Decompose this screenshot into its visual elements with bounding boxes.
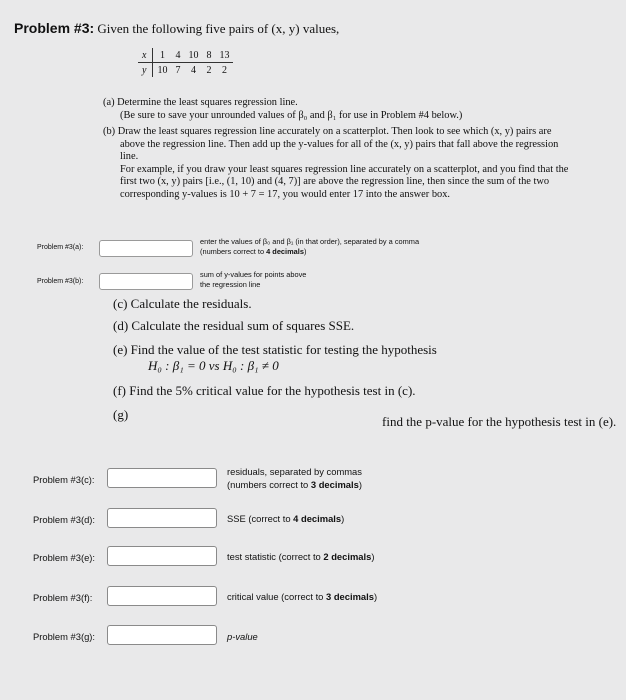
x-value: 10 [184,48,202,63]
answer-input-3e[interactable] [107,546,217,566]
part-b-line: (b) Draw the least squares regression line accurately on a scatterplot. Then look to see which (x, y) pairs are [103,126,552,137]
problem-title [14,20,339,37]
question-g: (g) [113,407,129,422]
part-a-text [103,97,603,122]
x-value: 13 [215,48,233,63]
hypothesis: H₀ : β₁ = 0 vs H₀ : β₁ ≠ 0 [148,358,279,373]
answer-label-3f: Problem #3(f): [33,592,93,603]
hint-line: (numbers correct to 3 decimals) [227,479,362,490]
answer-hint-3g: p-value [227,631,258,642]
problem-intro: Given the following five pairs of (x, y) values, [97,21,340,36]
answer-hint-3f: critical value (correct to 3 decimals) [227,591,378,602]
problem-label: Problem #3: [14,20,95,36]
x-value: 4 [171,48,184,63]
question-c: (c) Calculate the residuals. [113,296,252,311]
part-b-line: first two (x, y) pairs [i.e., (1, 10) and (4, 7)] are above the regression line, then since the sum of the two [120,176,550,187]
y-row [138,63,233,78]
hint-line: (numbers correct to 4 decimals) [200,247,307,256]
y-value: 7 [175,64,181,76]
x-value: 1 [153,48,172,63]
y-header: y [138,63,153,78]
question-f: (f) Find the 5% critical value for the hypothesis test in (c). [113,383,416,398]
answer-input-3b[interactable] [99,273,193,290]
y-value: 2 [221,64,227,76]
question-g-text: find the p-value for the hypothesis test in (e). [382,414,617,429]
answer-input-3g[interactable] [107,625,217,645]
answer-label-3a: Problem #3(a): [37,244,84,251]
answer-hint-3c [227,465,362,491]
xy-table [138,48,233,77]
hint-line: sum of y-values for points above [200,270,307,279]
answer-input-3a[interactable] [99,240,193,257]
hint-line: residuals, separated by commas [227,466,362,477]
answer-label-3d: Problem #3(d): [33,514,96,525]
answer-input-3d[interactable] [107,508,217,528]
answer-hint-3b [200,270,500,290]
answer-hint-3e: test statistic (correct to 2 decimals) [227,551,375,562]
answer-label-3b: Problem #3(b): [37,278,84,285]
part-b-line: line. [120,151,139,162]
y-value: 10 [157,64,168,76]
answer-label-3c: Problem #3(c): [33,474,95,485]
hint-line: the regression line [200,280,261,289]
x-header: x [138,48,153,63]
part-b-text [103,126,608,201]
part-b-line: For example, if you draw your least squares regression line accurately on a scatterplot, and you find that the [120,163,569,175]
x-value: 8 [202,48,215,63]
question-d: (d) Calculate the residual sum of squares SSE. [113,318,355,333]
answer-input-3c[interactable] [107,468,217,488]
question-e: (e) Find the value of the test statistic for testing the hypothesis [113,342,437,357]
part-b-line: above the regression line. Then add up the y-values for all of the (x, y) pairs that fall above the regression [120,138,559,150]
answer-label-3g: Problem #3(g): [33,631,96,642]
y-value: 2 [206,64,212,76]
x-row [138,48,233,63]
y-value: 4 [190,64,196,76]
part-a-note: (Be sure to save your unrounded values of β₀ and β₁ for use in Problem #4 below.) [120,109,463,121]
part-b-line: corresponding y-values is 10 + 7 = 17, you would enter 17 into the answer box. [120,188,451,200]
answer-label-3e: Problem #3(e): [33,552,96,563]
hint-line: enter the values of β₀ and β₁ (in that order), separated by a comma [200,237,420,246]
answer-hint-3a [200,237,500,257]
part-a-line: (a) Determine the least squares regression line. [103,97,298,108]
answer-hint-3d: SSE (correct to 4 decimals) [227,513,345,524]
answer-input-3f[interactable] [107,586,217,606]
